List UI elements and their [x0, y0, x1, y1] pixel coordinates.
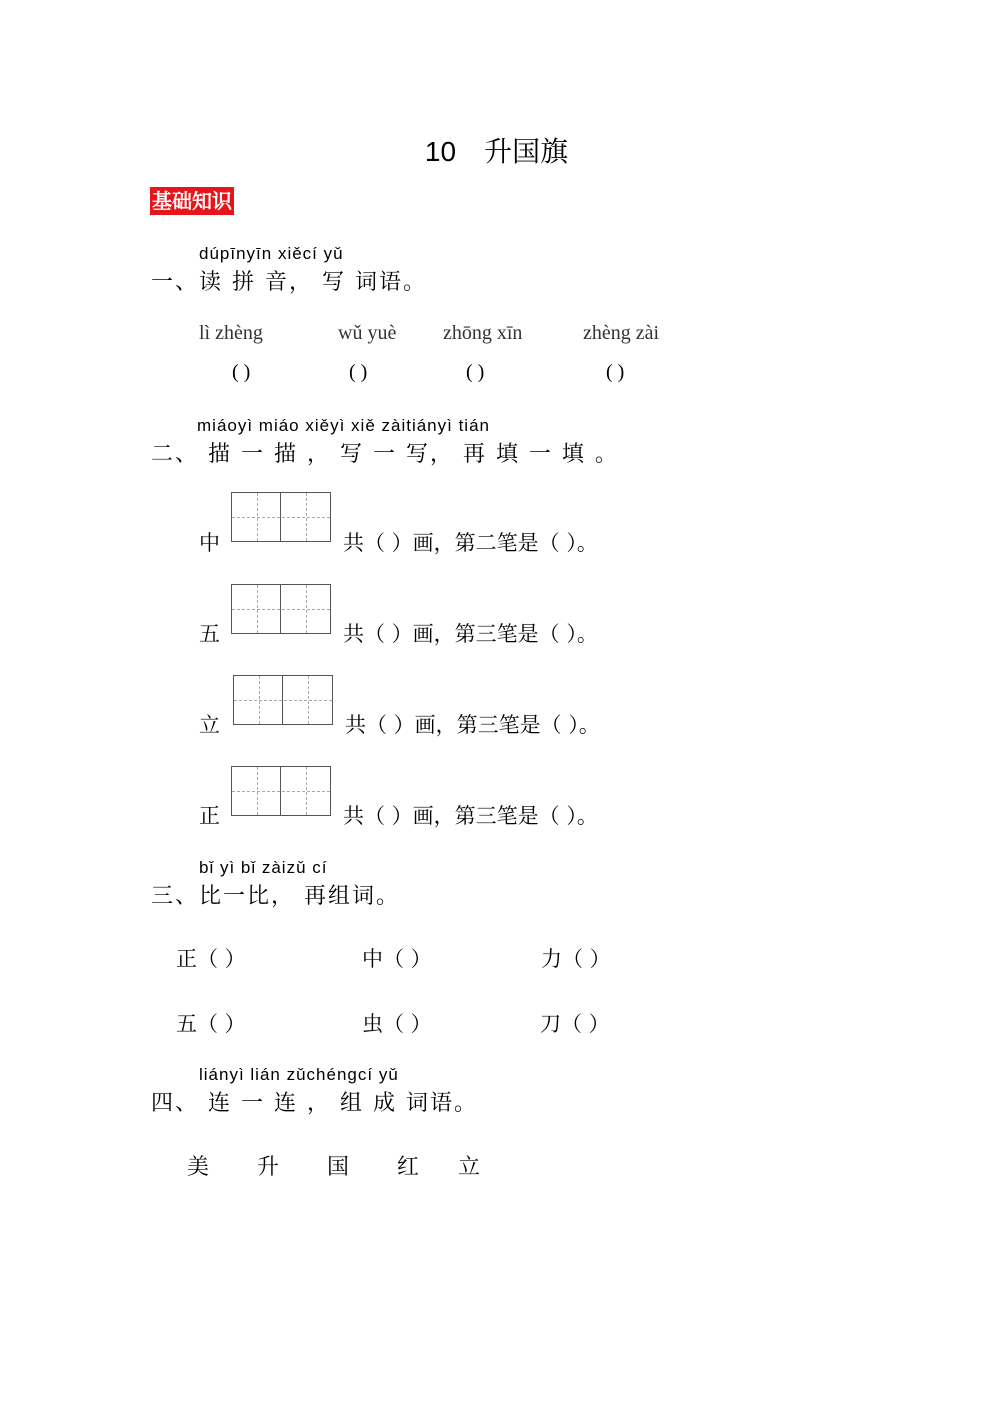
q4-word[interactable]: 立 [458, 1155, 481, 1180]
q1-answer-blank[interactable]: ( ) [232, 361, 251, 383]
writing-grid[interactable] [231, 584, 331, 634]
q3-compare-item[interactable]: 力（ ） [541, 947, 611, 971]
q1-pinyin-item: zhōng xīn [443, 322, 523, 344]
q2-pinyin: miáoyì miáo xiěyì xiě zàitiányì tián [197, 416, 490, 435]
q1-answer-blank[interactable]: ( ) [606, 361, 625, 383]
writing-grid[interactable] [231, 766, 331, 816]
section-badge: 基础知识 [152, 189, 232, 213]
q3-compare-item[interactable]: 虫（ ） [362, 1012, 432, 1036]
q1-pinyin-item: zhèng zài [583, 322, 660, 344]
q2-char: 五 [199, 622, 220, 646]
q4-heading: 四、 连 一 连 ， 组 成 词语。 [151, 1091, 478, 1116]
q4-word[interactable]: 国 [327, 1155, 350, 1180]
q3-compare-item[interactable]: 五（ ） [176, 1012, 246, 1036]
q2-row-text[interactable]: 共（ ）画，第三笔是（ ）。 [345, 713, 600, 737]
lesson-title: 升国旗 [484, 135, 569, 168]
q2-row-text[interactable]: 共（ ）画，第二笔是（ ）。 [343, 531, 598, 555]
writing-grid[interactable] [231, 492, 331, 542]
q2-row-text[interactable]: 共（ ）画，第三笔是（ ）。 [343, 622, 598, 646]
q3-heading: 三、比一比， 再组词。 [151, 884, 400, 909]
q4-pinyin: liányì lián zǔchéngcí yǔ [199, 1065, 399, 1084]
q3-compare-item[interactable]: 正（ ） [176, 947, 246, 971]
q4-word[interactable]: 红 [397, 1155, 420, 1180]
lesson-number: 10 [424, 136, 457, 167]
q2-char: 立 [199, 713, 220, 737]
page-title [0, 130, 993, 170]
q2-row-text[interactable]: 共（ ）画，第三笔是（ ）。 [343, 804, 598, 828]
q2-char: 中 [199, 531, 220, 555]
q3-pinyin: bǐ yì bǐ zàizǔ cí [199, 858, 328, 877]
q1-pinyin-item: wǔ yuè [338, 322, 397, 344]
q1-pinyin: dúpīnyīn xiěcí yǔ [199, 244, 344, 263]
q2-char: 正 [199, 804, 220, 828]
q3-compare-item[interactable]: 中（ ） [362, 947, 432, 971]
q4-word[interactable]: 美 [187, 1155, 210, 1180]
writing-grid[interactable] [233, 675, 333, 725]
q1-heading: 一、读 拼 音， 写 词语。 [151, 270, 427, 295]
q3-compare-item[interactable]: 刀（ ） [540, 1012, 610, 1036]
q1-pinyin-item: lì zhèng [199, 322, 263, 344]
q1-answer-blank[interactable]: ( ) [349, 361, 368, 383]
q2-heading: 二、 描 一 描 ， 写 一 写， 再 填 一 填 。 [151, 442, 619, 467]
q4-word[interactable]: 升 [257, 1155, 280, 1180]
q1-answer-blank[interactable]: ( ) [466, 361, 485, 383]
